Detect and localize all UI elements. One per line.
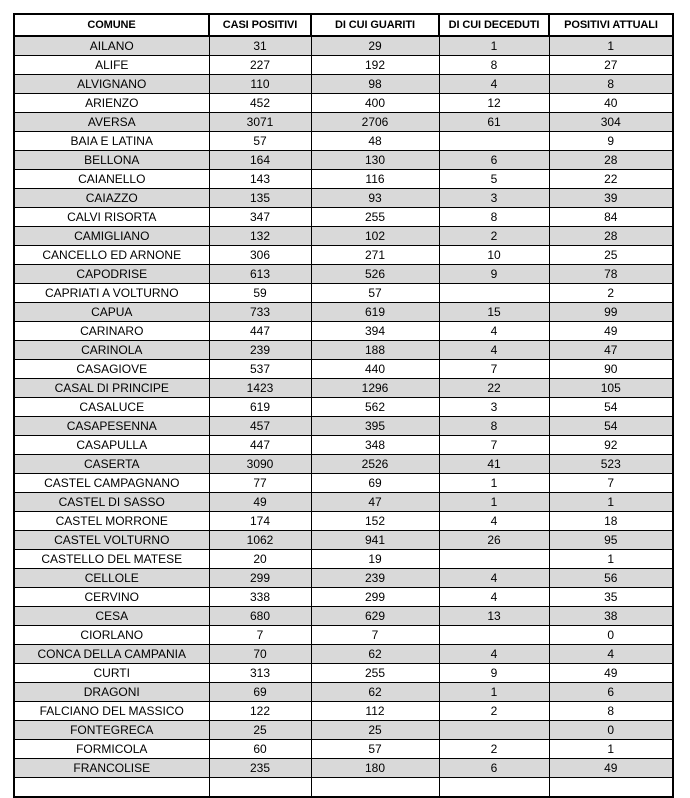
- value-cell: 941: [311, 531, 439, 550]
- comune-cell: CASAGIOVE: [14, 360, 209, 379]
- value-cell: 2706: [311, 113, 439, 132]
- value-cell: 1296: [311, 379, 439, 398]
- value-cell: 306: [209, 246, 311, 265]
- table-row: [14, 398, 673, 417]
- value-cell: 227: [209, 56, 311, 75]
- comune-cell: CONCA DELLA CAMPANIA: [14, 645, 209, 664]
- value-cell: 338: [209, 588, 311, 607]
- empty-cell: [311, 778, 439, 798]
- value-cell: 164: [209, 151, 311, 170]
- value-cell: 5: [439, 170, 549, 189]
- value-cell: 9: [549, 132, 673, 151]
- comune-cell: CASALUCE: [14, 398, 209, 417]
- value-cell: 105: [549, 379, 673, 398]
- value-cell: 26: [439, 531, 549, 550]
- value-cell: 54: [549, 398, 673, 417]
- value-cell: 56: [549, 569, 673, 588]
- value-cell: 537: [209, 360, 311, 379]
- value-cell: 6: [439, 151, 549, 170]
- value-cell: 680: [209, 607, 311, 626]
- comune-cell: CERVINO: [14, 588, 209, 607]
- comune-cell: CELLOLE: [14, 569, 209, 588]
- table-row: [14, 683, 673, 702]
- comune-cell: DRAGONI: [14, 683, 209, 702]
- value-cell: 62: [311, 683, 439, 702]
- comune-cell: AVERSA: [14, 113, 209, 132]
- table-row: [14, 740, 673, 759]
- value-cell: 452: [209, 94, 311, 113]
- value-cell: 180: [311, 759, 439, 778]
- value-cell: 4: [439, 322, 549, 341]
- table-row: [14, 113, 673, 132]
- comune-cell: CARINOLA: [14, 341, 209, 360]
- value-cell: 7: [439, 436, 549, 455]
- value-cell: 526: [311, 265, 439, 284]
- table-row: [14, 436, 673, 455]
- comuni-covid-table: [13, 13, 674, 798]
- value-cell: 49: [549, 759, 673, 778]
- value-cell: 99: [549, 303, 673, 322]
- comune-cell: FONTEGRECA: [14, 721, 209, 740]
- partial-cutoff-row: [14, 778, 673, 798]
- value-cell: [439, 721, 549, 740]
- comune-cell: CASAL DI PRINCIPE: [14, 379, 209, 398]
- header-row: [14, 14, 673, 36]
- value-cell: 4: [439, 512, 549, 531]
- comune-cell: AILANO: [14, 36, 209, 56]
- table-row: [14, 265, 673, 284]
- table-row: [14, 341, 673, 360]
- value-cell: 152: [311, 512, 439, 531]
- value-cell: 122: [209, 702, 311, 721]
- value-cell: [439, 626, 549, 645]
- value-cell: 4: [549, 645, 673, 664]
- comune-cell: CASERTA: [14, 455, 209, 474]
- value-cell: 1: [439, 493, 549, 512]
- value-cell: 25: [549, 246, 673, 265]
- table-row: [14, 132, 673, 151]
- value-cell: 69: [209, 683, 311, 702]
- value-cell: 6: [439, 759, 549, 778]
- table-row: [14, 189, 673, 208]
- comune-cell: FRANCOLISE: [14, 759, 209, 778]
- comune-cell: CAMIGLIANO: [14, 227, 209, 246]
- table-row: [14, 664, 673, 683]
- table-row: [14, 569, 673, 588]
- value-cell: 48: [311, 132, 439, 151]
- value-cell: 4: [439, 588, 549, 607]
- comune-cell: CALVI RISORTA: [14, 208, 209, 227]
- table-row: [14, 246, 673, 265]
- value-cell: 116: [311, 170, 439, 189]
- value-cell: 174: [209, 512, 311, 531]
- value-cell: 1062: [209, 531, 311, 550]
- table-row: [14, 379, 673, 398]
- table-row: [14, 474, 673, 493]
- value-cell: 25: [311, 721, 439, 740]
- table-body: [14, 36, 673, 797]
- comune-cell: CARINARO: [14, 322, 209, 341]
- value-cell: 619: [209, 398, 311, 417]
- value-cell: 1423: [209, 379, 311, 398]
- comune-cell: ARIENZO: [14, 94, 209, 113]
- table-row: [14, 94, 673, 113]
- column-header-3: DI CUI DECEDUTI: [439, 14, 549, 36]
- value-cell: 348: [311, 436, 439, 455]
- table-row: [14, 607, 673, 626]
- value-cell: 31: [209, 36, 311, 56]
- value-cell: 132: [209, 227, 311, 246]
- value-cell: 7: [209, 626, 311, 645]
- value-cell: 1: [439, 474, 549, 493]
- table-row: [14, 702, 673, 721]
- value-cell: [439, 132, 549, 151]
- value-cell: 613: [209, 265, 311, 284]
- value-cell: 1: [549, 550, 673, 569]
- value-cell: 57: [311, 740, 439, 759]
- value-cell: 7: [311, 626, 439, 645]
- value-cell: 49: [549, 664, 673, 683]
- value-cell: 28: [549, 151, 673, 170]
- value-cell: 395: [311, 417, 439, 436]
- value-cell: 15: [439, 303, 549, 322]
- data-table: [13, 13, 674, 798]
- value-cell: 29: [311, 36, 439, 56]
- comune-cell: CASTEL MORRONE: [14, 512, 209, 531]
- comune-cell: CASTEL DI SASSO: [14, 493, 209, 512]
- table-row: [14, 626, 673, 645]
- value-cell: 255: [311, 664, 439, 683]
- value-cell: 2: [439, 740, 549, 759]
- value-cell: 629: [311, 607, 439, 626]
- value-cell: 49: [209, 493, 311, 512]
- comune-cell: FALCIANO DEL MASSICO: [14, 702, 209, 721]
- value-cell: 1: [439, 683, 549, 702]
- comune-cell: CAPUA: [14, 303, 209, 322]
- value-cell: 188: [311, 341, 439, 360]
- value-cell: 8: [439, 417, 549, 436]
- table-row: [14, 151, 673, 170]
- comune-cell: ALIFE: [14, 56, 209, 75]
- value-cell: 40: [549, 94, 673, 113]
- table-row: [14, 417, 673, 436]
- value-cell: 1: [439, 36, 549, 56]
- value-cell: 28: [549, 227, 673, 246]
- value-cell: 304: [549, 113, 673, 132]
- table-header: [14, 14, 673, 36]
- comune-cell: BELLONA: [14, 151, 209, 170]
- value-cell: 47: [311, 493, 439, 512]
- value-cell: 98: [311, 75, 439, 94]
- value-cell: 69: [311, 474, 439, 493]
- value-cell: 6: [549, 683, 673, 702]
- value-cell: 135: [209, 189, 311, 208]
- table-row: [14, 75, 673, 94]
- value-cell: 4: [439, 341, 549, 360]
- value-cell: 8: [549, 75, 673, 94]
- value-cell: 22: [549, 170, 673, 189]
- value-cell: 4: [439, 645, 549, 664]
- value-cell: 3: [439, 189, 549, 208]
- column-header-1: CASI POSITIVI: [209, 14, 311, 36]
- value-cell: 41: [439, 455, 549, 474]
- value-cell: 4: [439, 569, 549, 588]
- value-cell: 235: [209, 759, 311, 778]
- value-cell: 9: [439, 664, 549, 683]
- value-cell: 299: [311, 588, 439, 607]
- value-cell: 619: [311, 303, 439, 322]
- column-header-0: COMUNE: [14, 14, 209, 36]
- value-cell: 447: [209, 322, 311, 341]
- value-cell: 143: [209, 170, 311, 189]
- value-cell: 8: [439, 208, 549, 227]
- value-cell: 3071: [209, 113, 311, 132]
- value-cell: 54: [549, 417, 673, 436]
- value-cell: 49: [549, 322, 673, 341]
- value-cell: 4: [439, 75, 549, 94]
- comune-cell: CAIANELLO: [14, 170, 209, 189]
- empty-cell: [549, 778, 673, 798]
- comune-cell: CIORLANO: [14, 626, 209, 645]
- value-cell: [439, 550, 549, 569]
- value-cell: 394: [311, 322, 439, 341]
- table-row: [14, 531, 673, 550]
- value-cell: 93: [311, 189, 439, 208]
- value-cell: 59: [209, 284, 311, 303]
- empty-cell: [439, 778, 549, 798]
- value-cell: 47: [549, 341, 673, 360]
- value-cell: 130: [311, 151, 439, 170]
- value-cell: 20: [209, 550, 311, 569]
- value-cell: 3090: [209, 455, 311, 474]
- column-header-4: POSITIVI ATTUALI: [549, 14, 673, 36]
- table-row: [14, 493, 673, 512]
- value-cell: 90: [549, 360, 673, 379]
- value-cell: 0: [549, 721, 673, 740]
- value-cell: 77: [209, 474, 311, 493]
- value-cell: 112: [311, 702, 439, 721]
- value-cell: 562: [311, 398, 439, 417]
- table-row: [14, 550, 673, 569]
- value-cell: 239: [209, 341, 311, 360]
- value-cell: 57: [209, 132, 311, 151]
- value-cell: 7: [549, 474, 673, 493]
- value-cell: 192: [311, 56, 439, 75]
- value-cell: 1: [549, 740, 673, 759]
- table-row: [14, 360, 673, 379]
- comune-cell: CAPODRISE: [14, 265, 209, 284]
- value-cell: 733: [209, 303, 311, 322]
- comune-cell: FORMICOLA: [14, 740, 209, 759]
- value-cell: 271: [311, 246, 439, 265]
- value-cell: 102: [311, 227, 439, 246]
- value-cell: 2526: [311, 455, 439, 474]
- table-row: [14, 56, 673, 75]
- value-cell: 8: [439, 56, 549, 75]
- value-cell: 62: [311, 645, 439, 664]
- comune-cell: CASTEL VOLTURNO: [14, 531, 209, 550]
- comune-cell: CASAPULLA: [14, 436, 209, 455]
- value-cell: 25: [209, 721, 311, 740]
- value-cell: 27: [549, 56, 673, 75]
- comune-cell: CAIAZZO: [14, 189, 209, 208]
- comune-cell: CANCELLO ED ARNONE: [14, 246, 209, 265]
- comune-cell: CESA: [14, 607, 209, 626]
- value-cell: 239: [311, 569, 439, 588]
- comune-cell: BAIA E LATINA: [14, 132, 209, 151]
- column-header-2: DI CUI GUARITI: [311, 14, 439, 36]
- value-cell: 95: [549, 531, 673, 550]
- value-cell: 400: [311, 94, 439, 113]
- value-cell: 61: [439, 113, 549, 132]
- comune-cell: CURTI: [14, 664, 209, 683]
- table-row: [14, 208, 673, 227]
- table-row: [14, 303, 673, 322]
- value-cell: 110: [209, 75, 311, 94]
- value-cell: 57: [311, 284, 439, 303]
- value-cell: 35: [549, 588, 673, 607]
- value-cell: 0: [549, 626, 673, 645]
- value-cell: 78: [549, 265, 673, 284]
- value-cell: 255: [311, 208, 439, 227]
- value-cell: 10: [439, 246, 549, 265]
- table-row: [14, 645, 673, 664]
- value-cell: 457: [209, 417, 311, 436]
- comune-cell: CASTELLO DEL MATESE: [14, 550, 209, 569]
- value-cell: 38: [549, 607, 673, 626]
- value-cell: 2: [439, 702, 549, 721]
- comune-cell: CAPRIATI A VOLTURNO: [14, 284, 209, 303]
- value-cell: 1: [549, 36, 673, 56]
- value-cell: 13: [439, 607, 549, 626]
- table-row: [14, 721, 673, 740]
- value-cell: 22: [439, 379, 549, 398]
- table-row: [14, 284, 673, 303]
- table-row: [14, 759, 673, 778]
- value-cell: 1: [549, 493, 673, 512]
- table-row: [14, 170, 673, 189]
- value-cell: 92: [549, 436, 673, 455]
- empty-cell: [14, 778, 209, 798]
- comune-cell: CASAPESENNA: [14, 417, 209, 436]
- table-row: [14, 36, 673, 56]
- comune-cell: ALVIGNANO: [14, 75, 209, 94]
- value-cell: 18: [549, 512, 673, 531]
- value-cell: 440: [311, 360, 439, 379]
- value-cell: 523: [549, 455, 673, 474]
- empty-cell: [209, 778, 311, 798]
- value-cell: 447: [209, 436, 311, 455]
- value-cell: 12: [439, 94, 549, 113]
- value-cell: 299: [209, 569, 311, 588]
- value-cell: 3: [439, 398, 549, 417]
- value-cell: 7: [439, 360, 549, 379]
- table-row: [14, 322, 673, 341]
- value-cell: 9: [439, 265, 549, 284]
- value-cell: 313: [209, 664, 311, 683]
- table-row: [14, 455, 673, 474]
- value-cell: 60: [209, 740, 311, 759]
- table-row: [14, 512, 673, 531]
- table-row: [14, 588, 673, 607]
- value-cell: 19: [311, 550, 439, 569]
- value-cell: 2: [549, 284, 673, 303]
- value-cell: 2: [439, 227, 549, 246]
- value-cell: 8: [549, 702, 673, 721]
- comune-cell: CASTEL CAMPAGNANO: [14, 474, 209, 493]
- value-cell: 347: [209, 208, 311, 227]
- value-cell: 84: [549, 208, 673, 227]
- value-cell: [439, 284, 549, 303]
- value-cell: 39: [549, 189, 673, 208]
- table-row: [14, 227, 673, 246]
- value-cell: 70: [209, 645, 311, 664]
